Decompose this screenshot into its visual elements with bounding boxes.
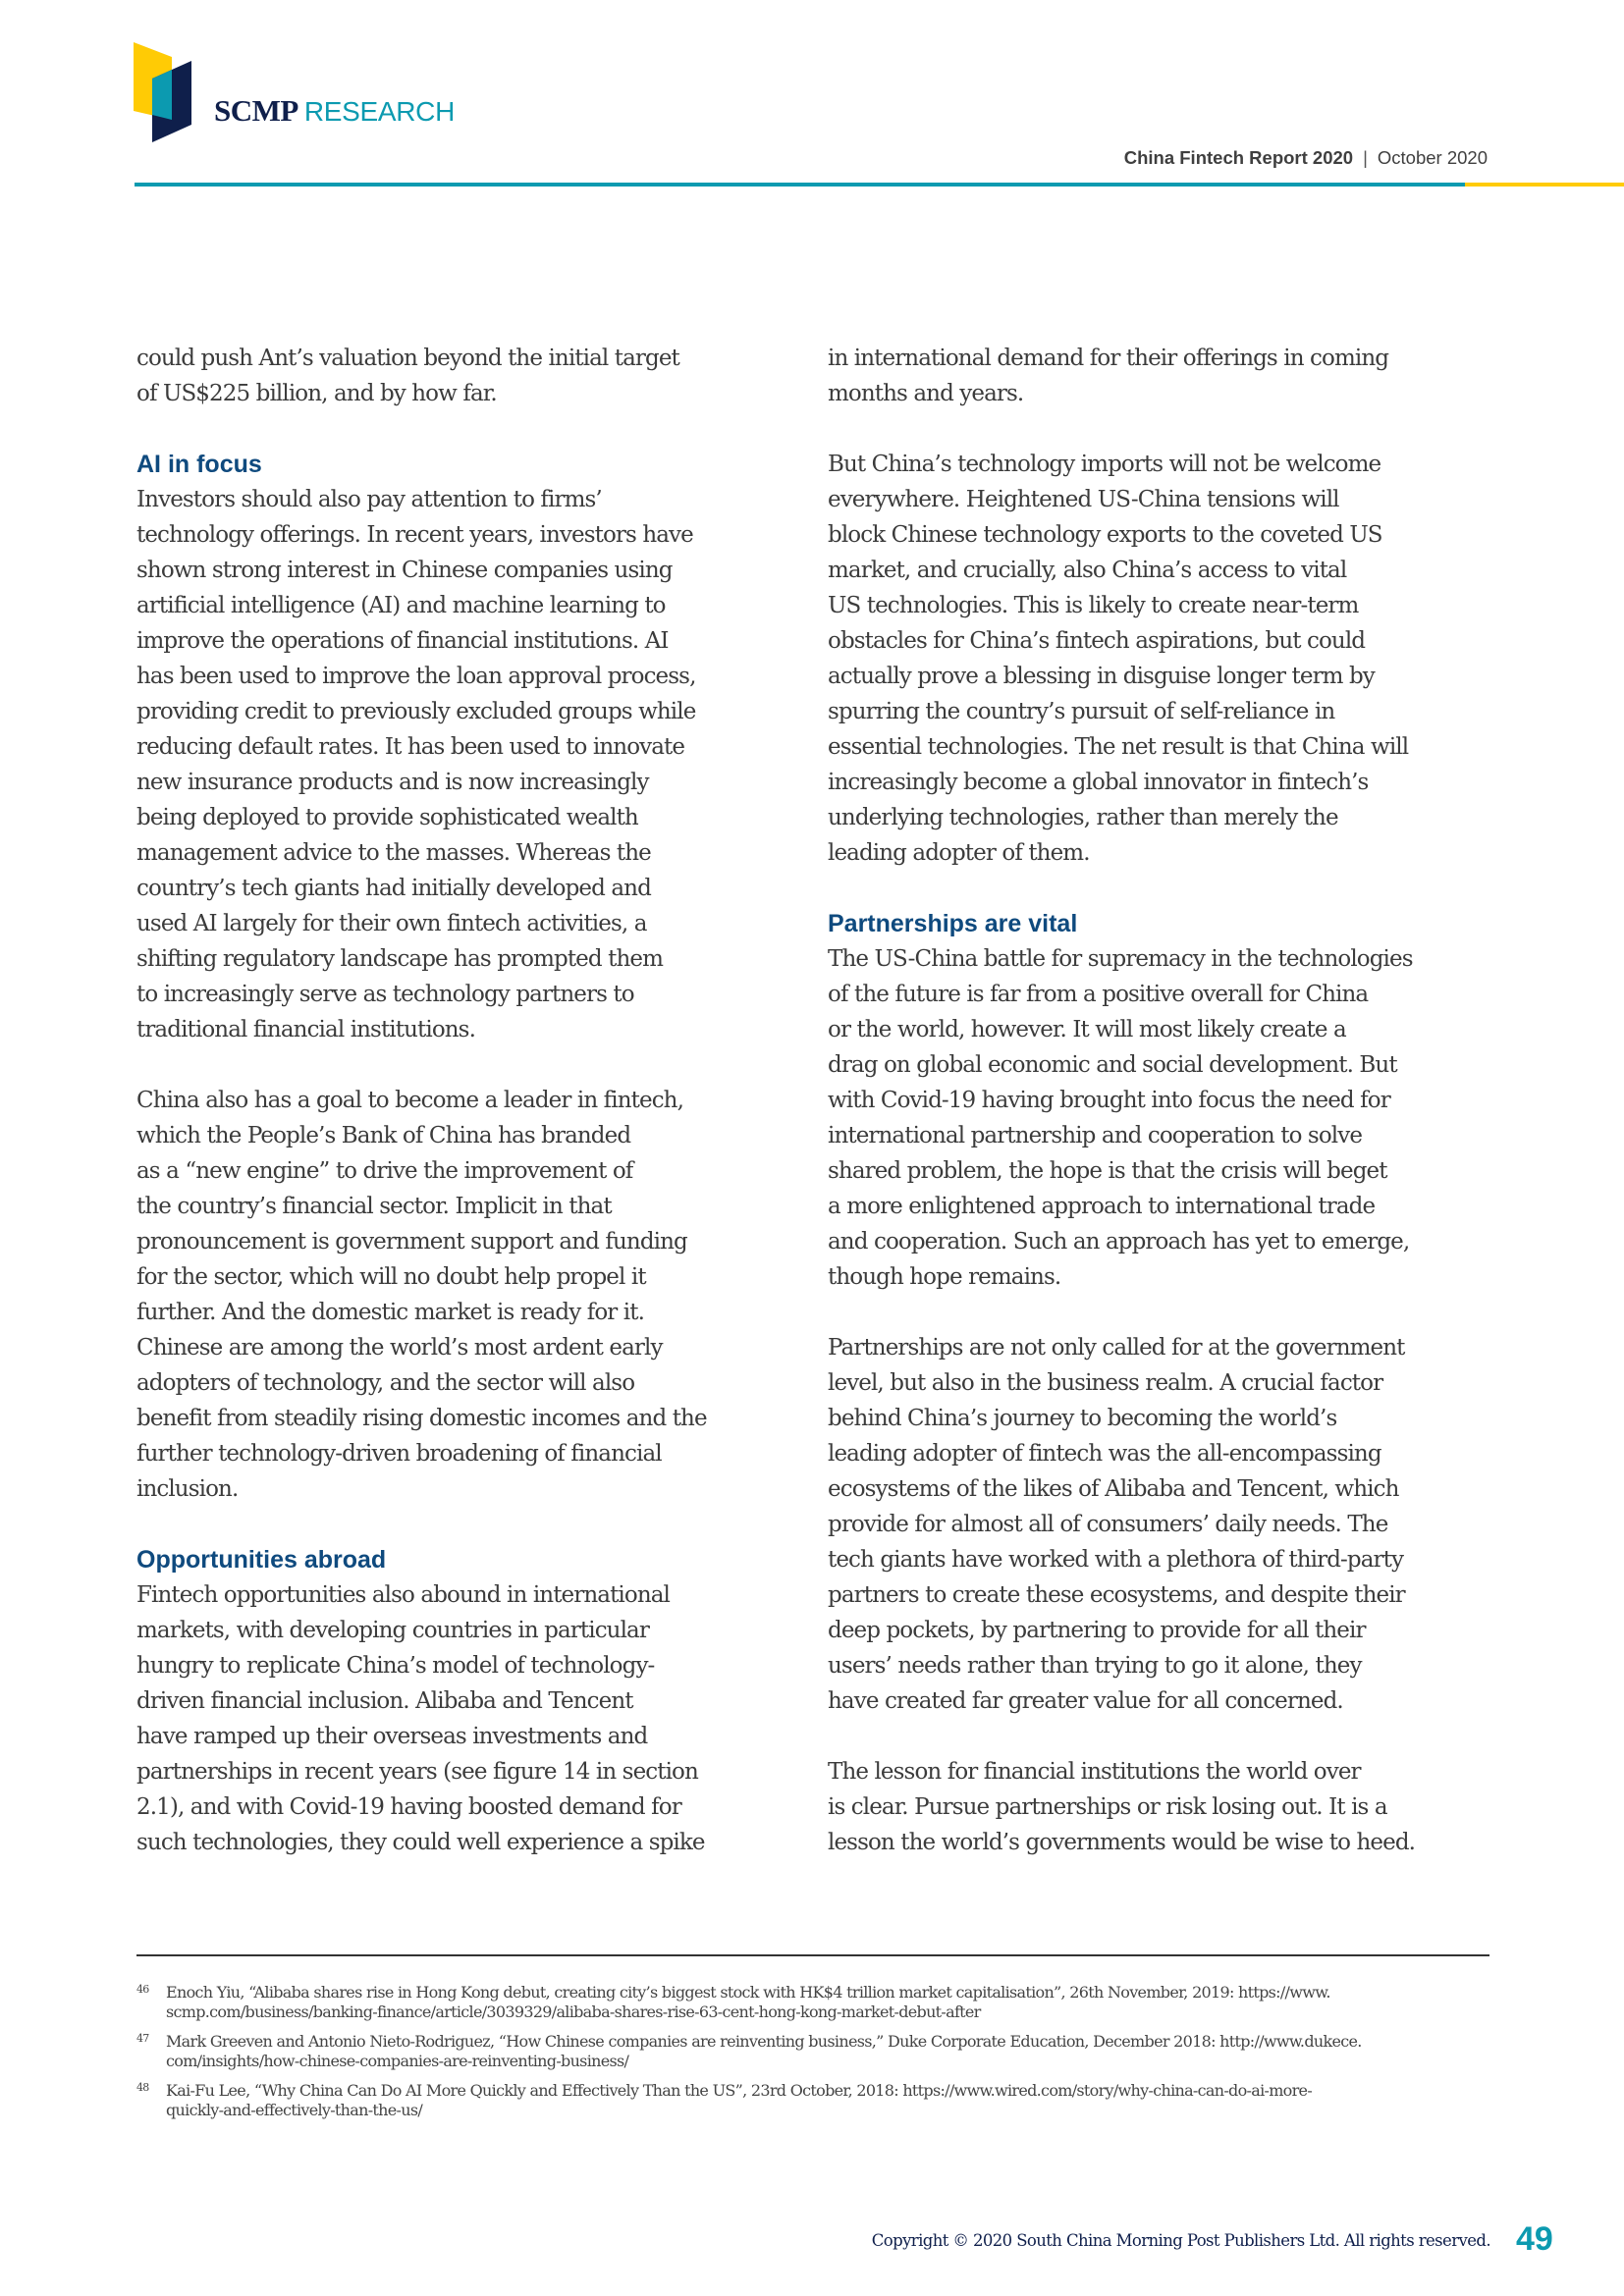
- text-line: partnerships in recent years (see figure 14 in section: [136, 1759, 698, 1785]
- text-line: has been used to improve the loan approval process,: [136, 664, 696, 689]
- footnote-line: Enoch Yiu, “Alibaba shares rise in Hong Kong debut, creating city’s biggest stock with HK$4 trillion market capitalisation”, 26th November, 2019: https://www.: [166, 1983, 1330, 2002]
- text-line: technology offerings. In recent years, investors have: [136, 522, 693, 548]
- text-line: used AI largely for their own fintech activities, a: [136, 911, 647, 936]
- report-date: October 2020: [1377, 147, 1488, 168]
- text-line: The lesson for financial institutions the world over: [828, 1759, 1361, 1785]
- header-separator: |: [1363, 147, 1368, 168]
- running-header: [1124, 147, 1488, 169]
- text-line: provide for almost all of consumers’ daily needs. The: [828, 1512, 1388, 1537]
- text-line: lesson the world’s governments would be wise to heed.: [828, 1830, 1416, 1855]
- text-line: level, but also in the business realm. A crucial factor: [828, 1370, 1383, 1396]
- text-line: international partnership and cooperation to solve: [828, 1123, 1363, 1148]
- report-title: China Fintech Report 2020: [1123, 147, 1354, 168]
- paragraph-us-china-battle: [828, 941, 1505, 1295]
- text-line: for the sector, which will no doubt help propel it: [136, 1264, 646, 1290]
- text-line: drag on global economic and social development. But: [828, 1052, 1397, 1078]
- text-line: of the future is far from a positive overall for China: [828, 982, 1369, 1007]
- text-line: ecosystems of the likes of Alibaba and Tencent, which: [828, 1476, 1399, 1502]
- footnote-number: 47: [136, 2032, 149, 2045]
- text-line: country’s tech giants had initially developed and: [136, 876, 651, 901]
- left-column: [136, 341, 814, 1860]
- footnote-line: com/insights/how-chinese-companies-are-reinventing-business/: [166, 2052, 629, 2070]
- footnote-46: [136, 1983, 1511, 2022]
- text-line: artificial intelligence (AI) and machine learning to: [136, 593, 666, 618]
- text-line: everywhere. Heightened US-China tensions will: [828, 487, 1339, 512]
- brand-name-research: RESEARCH: [303, 96, 456, 127]
- header-rule-teal: [135, 183, 1465, 187]
- text-line: is clear. Pursue partnerships or risk losing out. It is a: [828, 1794, 1387, 1820]
- text-line: leading adopter of them.: [828, 840, 1090, 866]
- text-line: obstacles for China’s fintech aspirations, but could: [828, 628, 1366, 654]
- brand-wordmark: [214, 94, 455, 129]
- paragraph-china-goal: [136, 1083, 814, 1507]
- text-line: shared problem, the hope is that the crisis will beget: [828, 1158, 1387, 1184]
- text-line: though hope remains.: [828, 1264, 1061, 1290]
- paragraph-continued: [136, 341, 814, 411]
- footnote-line: scmp.com/business/banking-finance/article/3039329/alibaba-shares-rise-63-cent-hong-kong-market-debut-after: [166, 2002, 981, 2021]
- copyright-notice: Copyright © 2020 South China Morning Post Publishers Ltd. All rights reserved.: [871, 2231, 1490, 2250]
- section-heading-opportunities-abroad: Opportunities abroad: [136, 1546, 387, 1574]
- text-line: block Chinese technology exports to the coveted US: [828, 522, 1382, 548]
- text-line: reducing default rates. It has been used to innovate: [136, 734, 685, 760]
- paragraph-business-partnerships: [828, 1330, 1505, 1719]
- paragraph-opportunities: [136, 1577, 814, 1860]
- text-line: partners to create these ecosystems, and despite their: [828, 1582, 1405, 1608]
- text-line: Chinese are among the world’s most ardent early: [136, 1335, 663, 1361]
- text-line: with Covid-19 having brought into focus the need for: [828, 1088, 1390, 1113]
- text-line: deep pockets, by partnering to provide for all their: [828, 1618, 1366, 1643]
- text-line: as a “new engine” to drive the improvement of: [136, 1158, 633, 1184]
- text-line: 2.1), and with Covid-19 having boosted demand for: [136, 1794, 681, 1820]
- footnote-number: 48: [136, 2081, 149, 2094]
- text-line: traditional financial institutions.: [136, 1017, 475, 1042]
- text-line: management advice to the masses. Whereas the: [136, 840, 651, 866]
- paragraph-continued-right: [828, 341, 1505, 411]
- footnote-48: [136, 2081, 1511, 2120]
- text-line: benefit from steadily rising domestic incomes and the: [136, 1406, 707, 1431]
- text-line: months and years.: [828, 381, 1024, 406]
- paragraph-lesson: [828, 1754, 1505, 1860]
- text-line: and cooperation. Such an approach has yet to emerge,: [828, 1229, 1410, 1255]
- text-line: But China’s technology imports will not be welcome: [828, 452, 1381, 477]
- header-rule-yellow: [1465, 183, 1624, 187]
- section-heading-partnerships: Partnerships are vital: [828, 910, 1078, 937]
- text-line: underlying technologies, rather than merely the: [828, 805, 1338, 830]
- footnote-number: 46: [136, 1983, 149, 1996]
- text-line: Fintech opportunities also abound in international: [136, 1582, 670, 1608]
- text-line: market, and crucially, also China’s access to vital: [828, 558, 1347, 583]
- text-line: have ramped up their overseas investments and: [136, 1724, 648, 1749]
- text-line: inclusion.: [136, 1476, 239, 1502]
- text-line: driven financial inclusion. Alibaba and Tencent: [136, 1688, 633, 1714]
- text-line: The US-China battle for supremacy in the technologies: [828, 946, 1413, 972]
- text-line: which the People’s Bank of China has branded: [136, 1123, 631, 1148]
- text-line: further technology-driven broadening of financial: [136, 1441, 662, 1467]
- text-line: leading adopter of fintech was the all-encompassing: [828, 1441, 1381, 1467]
- footnote-line: Mark Greeven and Antonio Nieto-Rodriguez, “How Chinese companies are reinventing business,” Duke Corporate Education, December 2018: http://www.dukece.: [166, 2032, 1362, 2051]
- footnote-line: quickly-and-effectively-than-the-us/: [166, 2101, 423, 2119]
- text-line: essential technologies. The net result is that China will: [828, 734, 1409, 760]
- text-line: such technologies, they could well experience a spike: [136, 1830, 705, 1855]
- text-line: in international demand for their offerings in coming: [828, 346, 1389, 371]
- text-line: pronouncement is government support and funding: [136, 1229, 687, 1255]
- text-line: actually prove a blessing in disguise longer term by: [828, 664, 1375, 689]
- footnote-divider: [136, 1954, 1489, 1956]
- text-line: or the world, however. It will most likely create a: [828, 1017, 1346, 1042]
- text-line: improve the operations of financial institutions. AI: [136, 628, 669, 654]
- text-line: adopters of technology, and the sector will also: [136, 1370, 635, 1396]
- text-line: of US$225 billion, and by how far.: [136, 381, 497, 406]
- section-heading-ai-in-focus: AI in focus: [136, 451, 262, 478]
- text-line: have created far greater value for all concerned.: [828, 1688, 1343, 1714]
- page-number: 49: [1516, 2220, 1553, 2258]
- footnote-line: Kai-Fu Lee, “Why China Can Do AI More Quickly and Effectively Than the US”, 23rd October, 2018: https://www.wired.com/story/why-china-can-do-ai-more-: [166, 2081, 1313, 2100]
- paragraph-ai-investors: [136, 482, 814, 1047]
- text-line: could push Ant’s valuation beyond the initial target: [136, 346, 679, 371]
- text-line: providing credit to previously excluded groups while: [136, 699, 696, 724]
- footnote-47: [136, 2032, 1511, 2071]
- text-line: markets, with developing countries in particular: [136, 1618, 649, 1643]
- text-line: US technologies. This is likely to create near-term: [828, 593, 1359, 618]
- scmp-research-logo-icon: [132, 39, 194, 147]
- right-column: [828, 341, 1505, 1860]
- text-line: to increasingly serve as technology partners to: [136, 982, 634, 1007]
- text-line: China also has a goal to become a leader in fintech,: [136, 1088, 684, 1113]
- text-line: the country’s financial sector. Implicit in that: [136, 1194, 612, 1219]
- text-line: Investors should also pay attention to firms’: [136, 487, 602, 512]
- text-line: further. And the domestic market is ready for it.: [136, 1300, 645, 1325]
- text-line: users’ needs rather than trying to go it alone, they: [828, 1653, 1362, 1679]
- text-line: increasingly become a global innovator in fintech’s: [828, 770, 1369, 795]
- text-line: spurring the country’s pursuit of self-reliance in: [828, 699, 1335, 724]
- brand-name-scmp: SCMP: [214, 93, 298, 128]
- text-line: Partnerships are not only called for at the government: [828, 1335, 1405, 1361]
- text-line: shown strong interest in Chinese companies using: [136, 558, 673, 583]
- text-line: shifting regulatory landscape has prompted them: [136, 946, 663, 972]
- paragraph-technology-imports: [828, 447, 1505, 871]
- text-line: new insurance products and is now increasingly: [136, 770, 649, 795]
- text-line: tech giants have worked with a plethora of third-party: [828, 1547, 1404, 1573]
- text-line: hungry to replicate China’s model of technology-: [136, 1653, 655, 1679]
- text-line: behind China’s journey to becoming the world’s: [828, 1406, 1337, 1431]
- footnotes: [136, 1983, 1511, 2130]
- logo-teal-overlap: [152, 70, 172, 120]
- text-line: a more enlightened approach to international trade: [828, 1194, 1376, 1219]
- text-line: being deployed to provide sophisticated wealth: [136, 805, 638, 830]
